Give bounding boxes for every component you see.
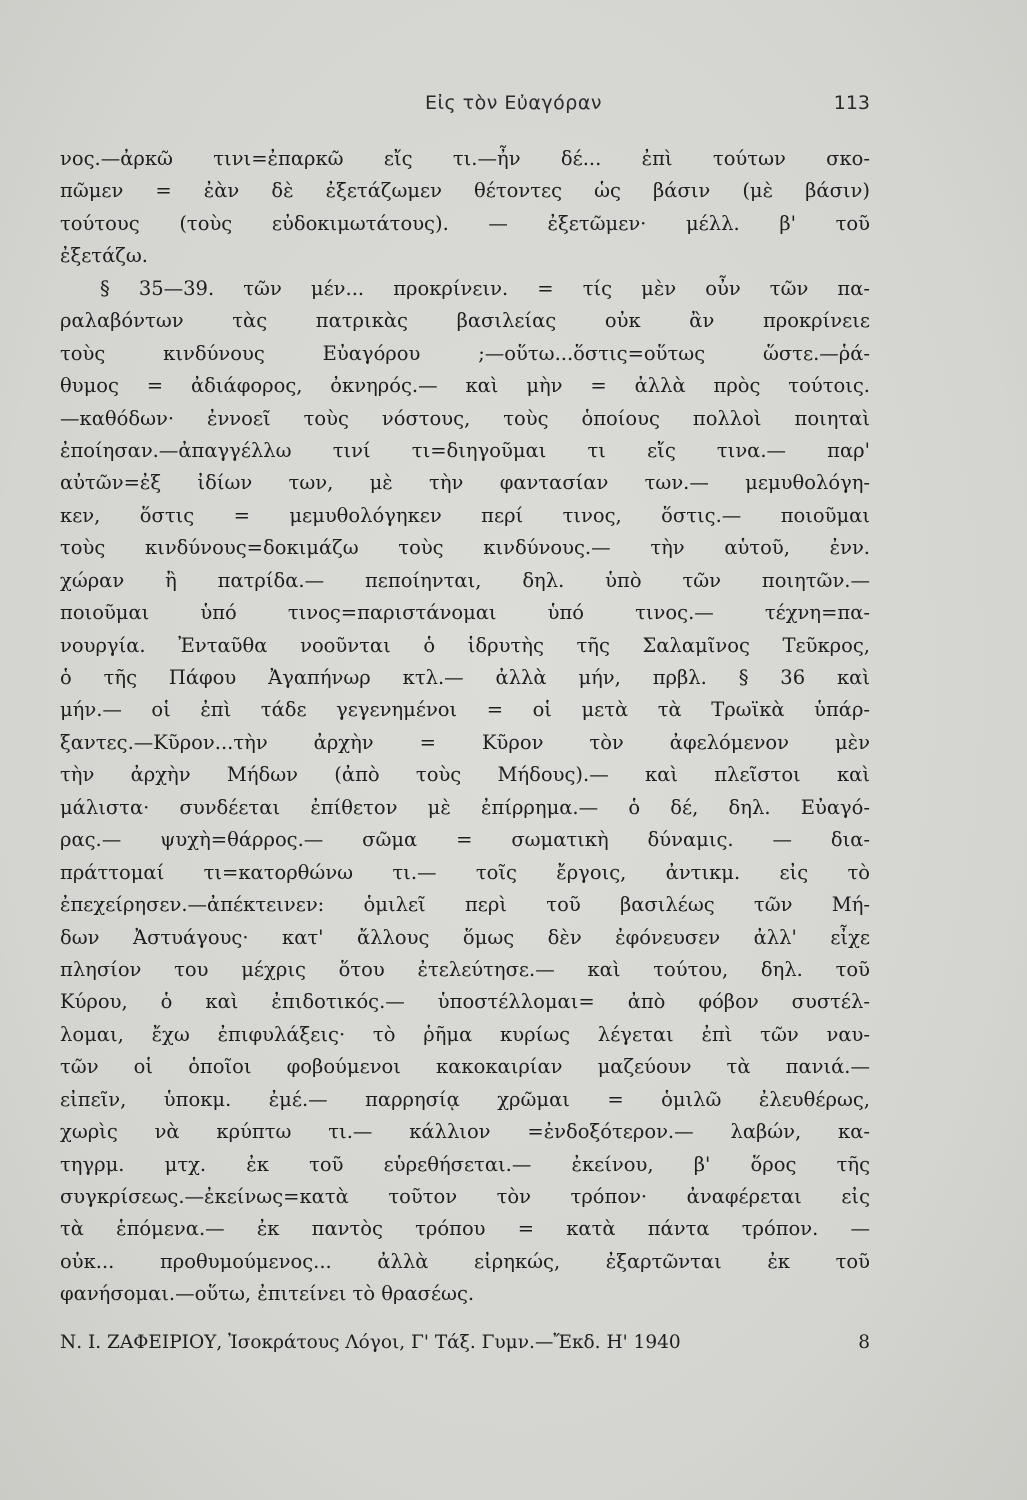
text-line: τοὺς κινδύνους Εὐαγόρου ;—οὕτω...ὅστις=οὕτως ὥστε.—ῥά- bbox=[60, 341, 870, 365]
text-line: ραλαβόντων τὰς πατρικὰς βασιλείας οὐκ ἂν προκρίνειε bbox=[60, 309, 870, 333]
text-line: τὰ ἑπόμενα.— ἐκ παντὸς τρόπου = κατὰ πάντα τρόπον. — bbox=[60, 1217, 870, 1241]
text-line: χωρὶς νὰ κρύπτω τι.— κάλλιον =ἐνδοξότερον.— λαβών, κα- bbox=[60, 1120, 870, 1144]
text-line: λομαι, ἔχω ἐπιφυλάξεις· τὸ ῥῆμα κυρίως λέγεται ἐπὶ τῶν ναυ- bbox=[60, 1022, 870, 1046]
footer-credit: Ν. Ι. ΖΑΦΕΙΡΙΟΥ, Ἰσοκράτους Λόγοι, Γ' Τάξ. Γυμν.—Ἔκδ. Η' 1940 bbox=[60, 1332, 681, 1353]
printer-footer bbox=[60, 1332, 870, 1362]
text-line: ἐποίησαν.—ἀπαγγέλλω τινί τι=διηγοῦμαι τι εἴς τινα.— παρ' bbox=[60, 438, 870, 462]
text-line: αὐτῶν=ἐξ ἰδίων των, μὲ τὴν φαντασίαν των.— μεμυθολόγη- bbox=[60, 471, 870, 495]
text-line: ξαντες.—Κῦρον...τὴν ἀρχὴν = Κῦρον τὸν ἀφελόμενον μὲν bbox=[60, 730, 870, 754]
text-line: τῶν οἱ ὁποῖοι φοβούμενοι κακοκαιρίαν μαζεύουν τὰ πανιά.— bbox=[60, 1055, 870, 1079]
text-line: ἐπεχείρησεν.—ἀπέκτεινεν: ὁμιλεῖ περὶ τοῦ βασιλέως τῶν Μή- bbox=[60, 893, 870, 917]
text-line: φανήσομαι.—οὕτω, ἐπιτείνει τὸ θρασέως. bbox=[60, 1282, 475, 1306]
text-line: οὐκ... προθυμούμενος... ἀλλὰ εἰρηκώς, ἐξαρτῶνται ἐκ τοῦ bbox=[60, 1249, 870, 1273]
text-line: —καθόδων· ἐννοεῖ τοὺς νόστους, τοὺς ὁποίους πολλοὶ ποιηταὶ bbox=[60, 406, 870, 430]
text-line: συγκρίσεως.—ἐκείνως=κατὰ τοῦτον τὸν τρόπον· ἀναφέρεται εἰς bbox=[60, 1185, 870, 1208]
text-line: ἐξετάζω. bbox=[60, 244, 148, 268]
text-line: θυμος = ἀδιάφορος, ὀκνηρός.— καὶ μὴν = ἀλλὰ πρὸς τούτοις. bbox=[60, 374, 870, 398]
page-number: 113 bbox=[833, 92, 870, 114]
section-heading-line: § 35—39. τῶν μέν... προκρίνειν. = τίς μὲν οὖν τῶν πα- bbox=[100, 276, 870, 300]
text-line: κεν, ὅστις = μεμυθολόγηκεν περί τινος, ὅστις.— ποιοῦμαι bbox=[60, 503, 870, 527]
text-line: ποιοῦμαι ὑπό τινος=παριστάνομαι ὑπό τινος.— τέχνη=πα- bbox=[60, 601, 870, 625]
text-line: τοὺς κινδύνους=δοκιμάζω τοὺς κινδύνους.— τὴν αὑτοῦ, ἐνν. bbox=[60, 536, 870, 560]
running-title: Εἰς τὸν Εὐαγόραν bbox=[425, 92, 602, 114]
text-line: μάλιστα· συνδέεται ἐπίθετον μὲ ἐπίρρημα.— ὁ δέ, δηλ. Εὐαγό- bbox=[60, 795, 870, 819]
text-line: Κύρου, ὁ καὶ ἐπιδοτικός.— ὑποστέλλομαι= ἀπὸ φόβον συστέλ- bbox=[60, 990, 870, 1014]
text-line: τηγρμ. μτχ. ἐκ τοῦ εὑρεθήσεται.— ἐκείνου, β' ὅρος τῆς bbox=[60, 1152, 870, 1176]
text-line: ὁ τῆς Πάφου Ἀγαπήνωρ κτλ.— ἀλλὰ μήν, πρβλ. § 36 καὶ bbox=[60, 666, 870, 689]
running-header bbox=[0, 92, 1027, 122]
text-line: μήν.— οἱ ἐπὶ τάδε γεγενημένοι = οἱ μετὰ τὰ Τρωϊκὰ ὑπάρ- bbox=[60, 698, 870, 722]
text-line: νος.—ἀρκῶ τινι=ἐπαρκῶ εἴς τι.—ἦν δέ... ἐπὶ τούτων σκο- bbox=[60, 147, 870, 170]
signature-mark: 8 bbox=[858, 1332, 870, 1353]
text-line: τὴν ἀρχὴν Μήδων (ἀπὸ τοὺς Μήδους).— καὶ πλεῖστοι καὶ bbox=[60, 763, 870, 787]
text-line: χώραν ἢ πατρίδα.— πεποίηνται, δηλ. ὑπὸ τῶν ποιητῶν.— bbox=[60, 568, 870, 592]
text-line: τούτους (τοὺς εὐδοκιμωτάτους). — ἐξετῶμεν· μέλλ. β' τοῦ bbox=[60, 211, 870, 235]
text-line: πράττομαί τι=κατορθώνω τι.— τοῖς ἔργοις, ἀντικμ. εἰς τὸ bbox=[60, 860, 870, 884]
text-line: νουργία. Ἐνταῦθα νοοῦνται ὁ ἱδρυτὴς τῆς Σαλαμῖνος Τεῦκρος, bbox=[60, 633, 870, 657]
text-line: πῶμεν = ἐὰν δὲ ἐξετάζωμεν θέτοντες ὡς βάσιν (μὲ βάσιν) bbox=[60, 179, 870, 203]
text-line: δων Ἀστυάγους· κατ' ἄλλους ὅμως δὲν ἐφόνευσεν ἀλλ' εἶχε bbox=[60, 925, 870, 949]
text-line: ρας.— ψυχὴ=θάρρος.— σῶμα = σωματικὴ δύναμις. — δια- bbox=[60, 828, 870, 852]
text-line: εἰπεῖν, ὑποκμ. ἐμέ.— παρρησίᾳ χρῶμαι = ὁμιλῶ ἐλευθέρως, bbox=[60, 1087, 870, 1111]
commentary-text bbox=[60, 143, 870, 1311]
text-line: πλησίον του μέχρις ὅτου ἐτελεύτησε.— καὶ τούτου, δηλ. τοῦ bbox=[60, 957, 870, 981]
